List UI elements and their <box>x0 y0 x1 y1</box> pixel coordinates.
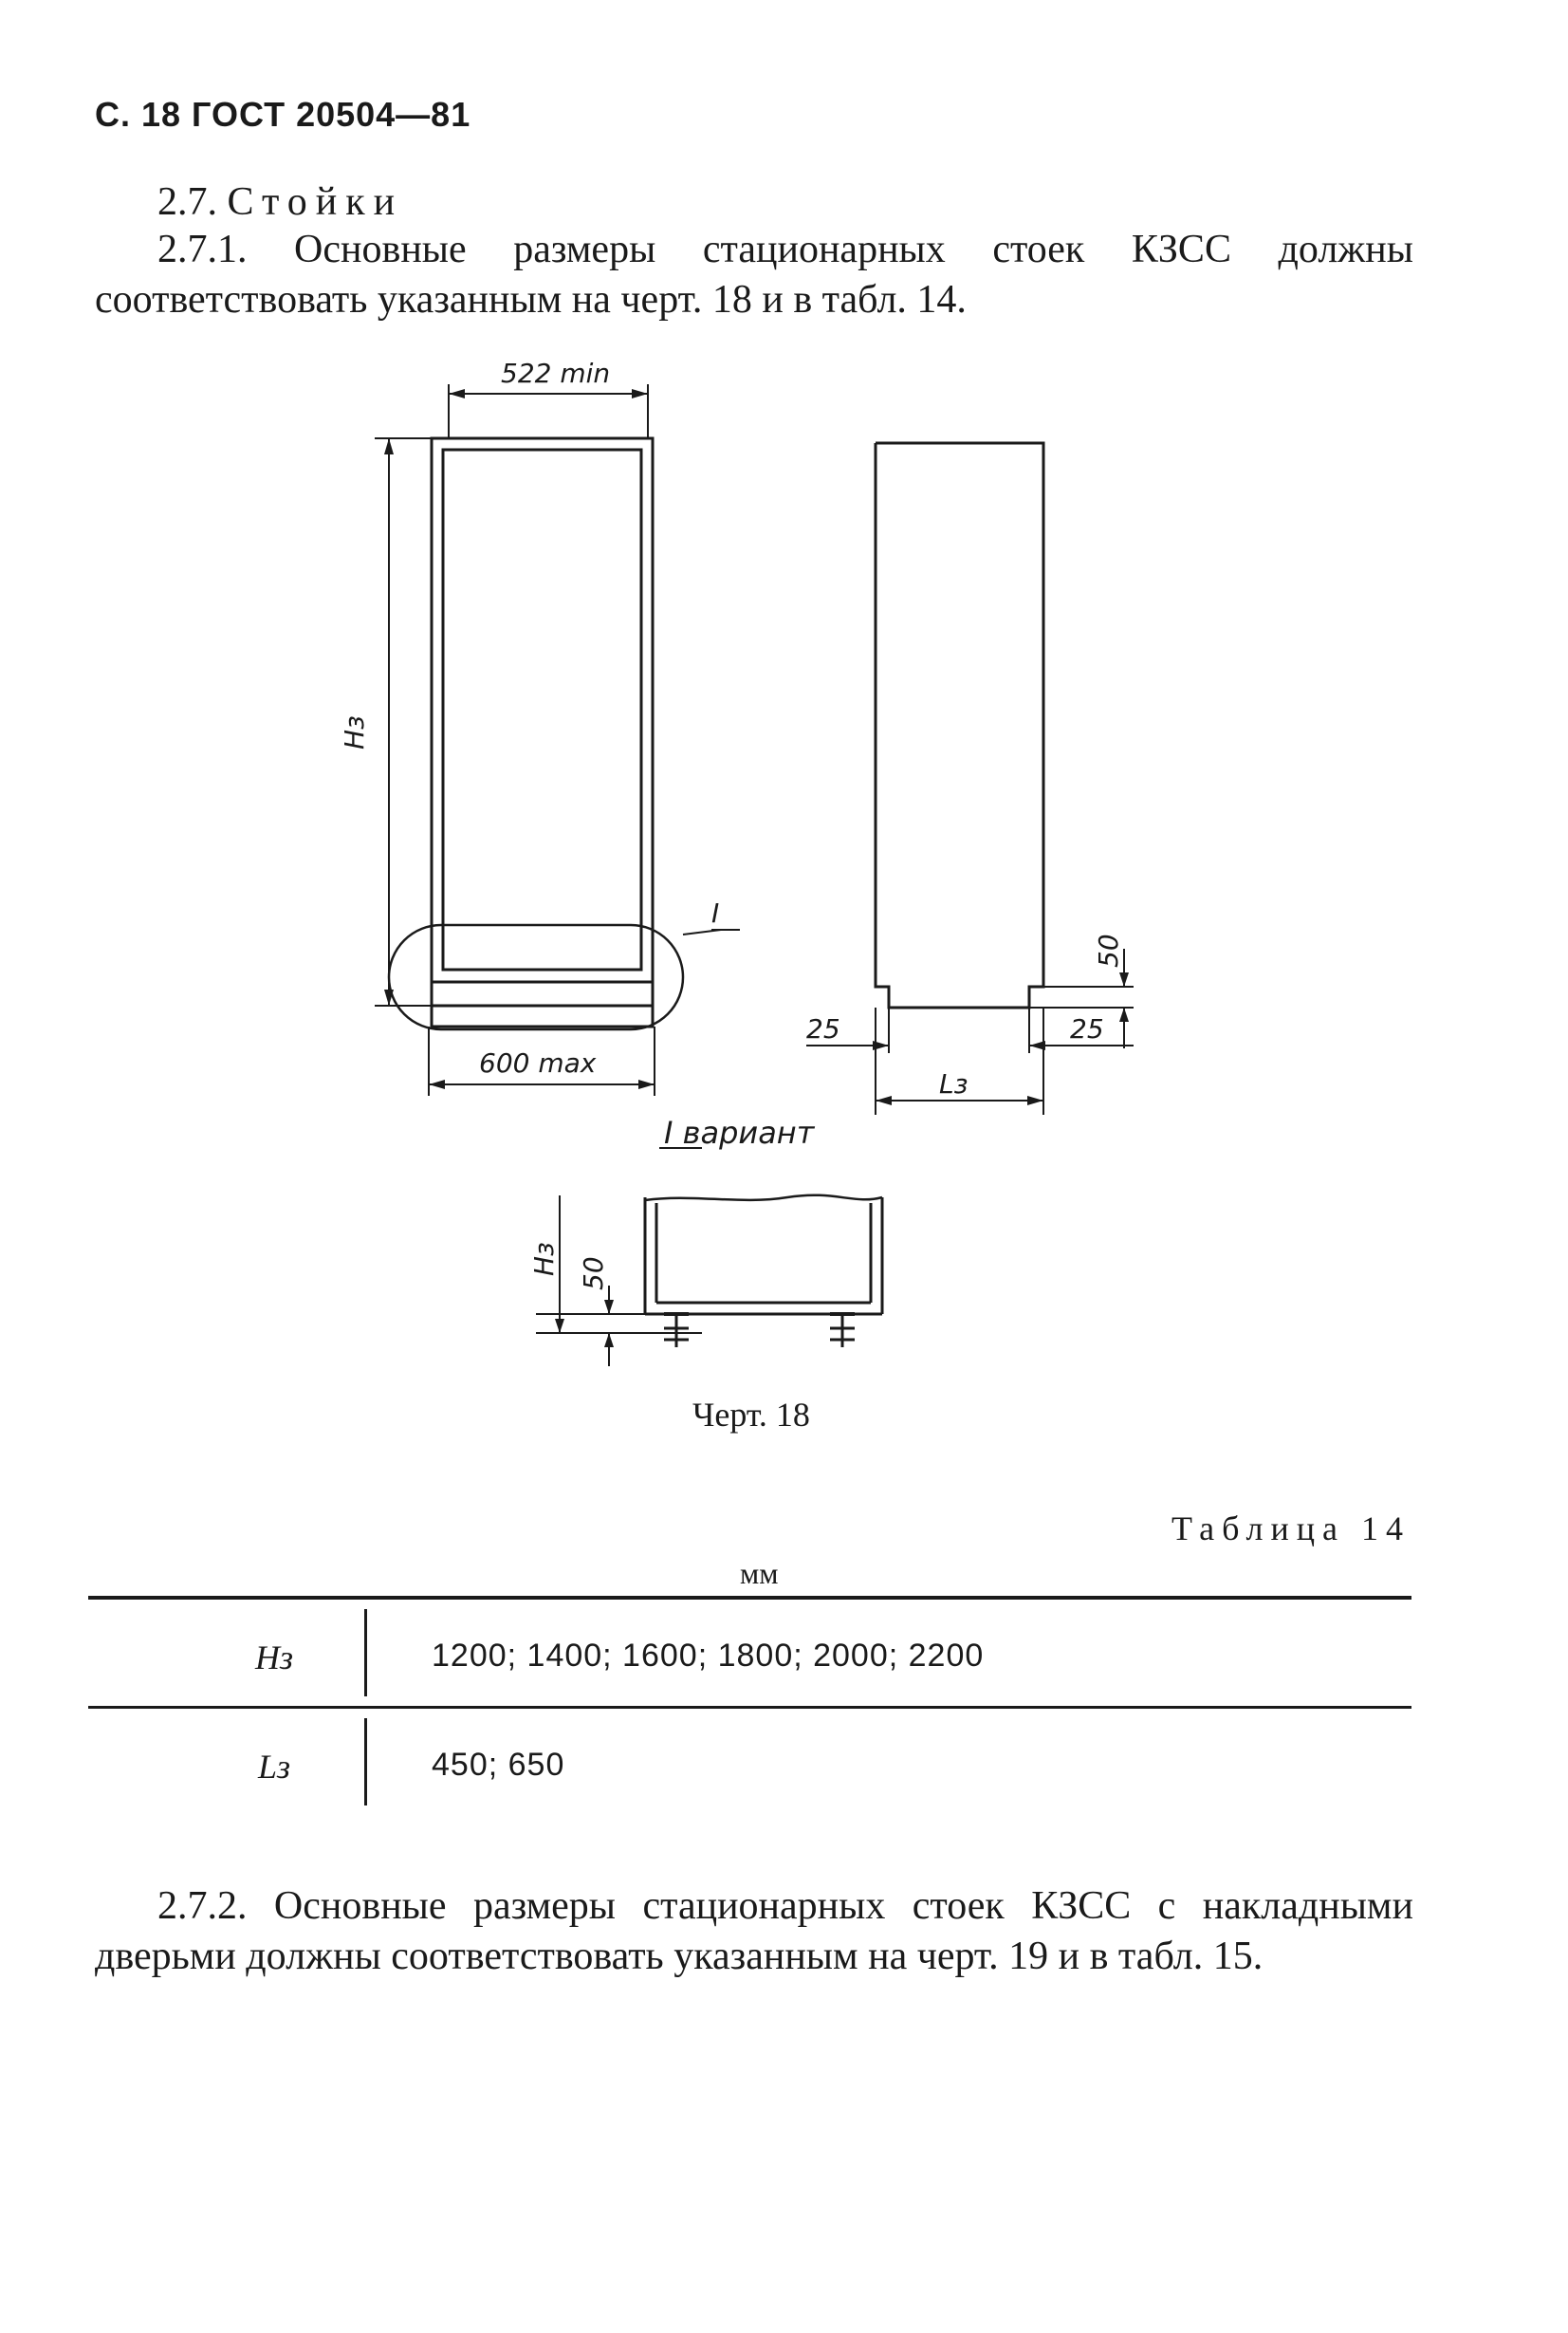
table-row <box>88 1600 1411 1706</box>
rack-front-inner <box>443 450 641 970</box>
dim-label-25-left: 25 <box>806 1013 840 1045</box>
dim-label-25-right: 25 <box>1070 1013 1104 1045</box>
section-number: 2.7. <box>157 180 217 224</box>
paragraph-2-7-1-text: 2.7.1. Основные размеры стационарных стоек КЗСС должны соответствовать указанным на черт. 18 и в табл. 14. <box>95 228 1413 322</box>
dim-label-top: 522 min <box>501 358 611 389</box>
variant-dim-50: 50 <box>578 1256 609 1290</box>
dim-label-50: 50 <box>1093 934 1124 968</box>
variant-label: I вариант <box>664 1115 815 1151</box>
column-divider <box>364 1718 367 1805</box>
row-values: 1200; 1400; 1600; 1800; 2000; 2200 <box>432 1638 985 1674</box>
page-header: С. 18 ГОСТ 20504—81 <box>95 95 471 134</box>
section-title: Стойки <box>227 180 404 224</box>
dim-label-bottom: 600 max <box>479 1047 597 1079</box>
rack-front-outer <box>432 438 653 1027</box>
row-values: 450; 650 <box>432 1747 565 1783</box>
row-name: Нз <box>254 1639 294 1676</box>
dim-label-height: Нз <box>339 715 370 750</box>
variant-dim-height: Нз <box>528 1242 560 1276</box>
dim-label-length: Lз <box>939 1068 968 1100</box>
column-divider <box>364 1609 367 1696</box>
figure-caption: Черт. 18 <box>692 1396 810 1434</box>
rack-side-outline <box>876 443 1043 1008</box>
callout-label: I <box>711 898 720 929</box>
row-name: Lз <box>257 1748 291 1786</box>
paragraph-2-7-2 <box>95 1881 1413 1982</box>
table-row <box>88 1709 1411 1815</box>
table-units: мм <box>740 1556 779 1590</box>
paragraph-2-7-2-text: 2.7.2. Основные размеры стационарных стоек КЗСС с накладными дверьми должны соответствовать указанным на черт. 19 и в табл. 15. <box>95 1884 1413 1978</box>
table-title: Таблица 14 <box>1171 1509 1411 1547</box>
